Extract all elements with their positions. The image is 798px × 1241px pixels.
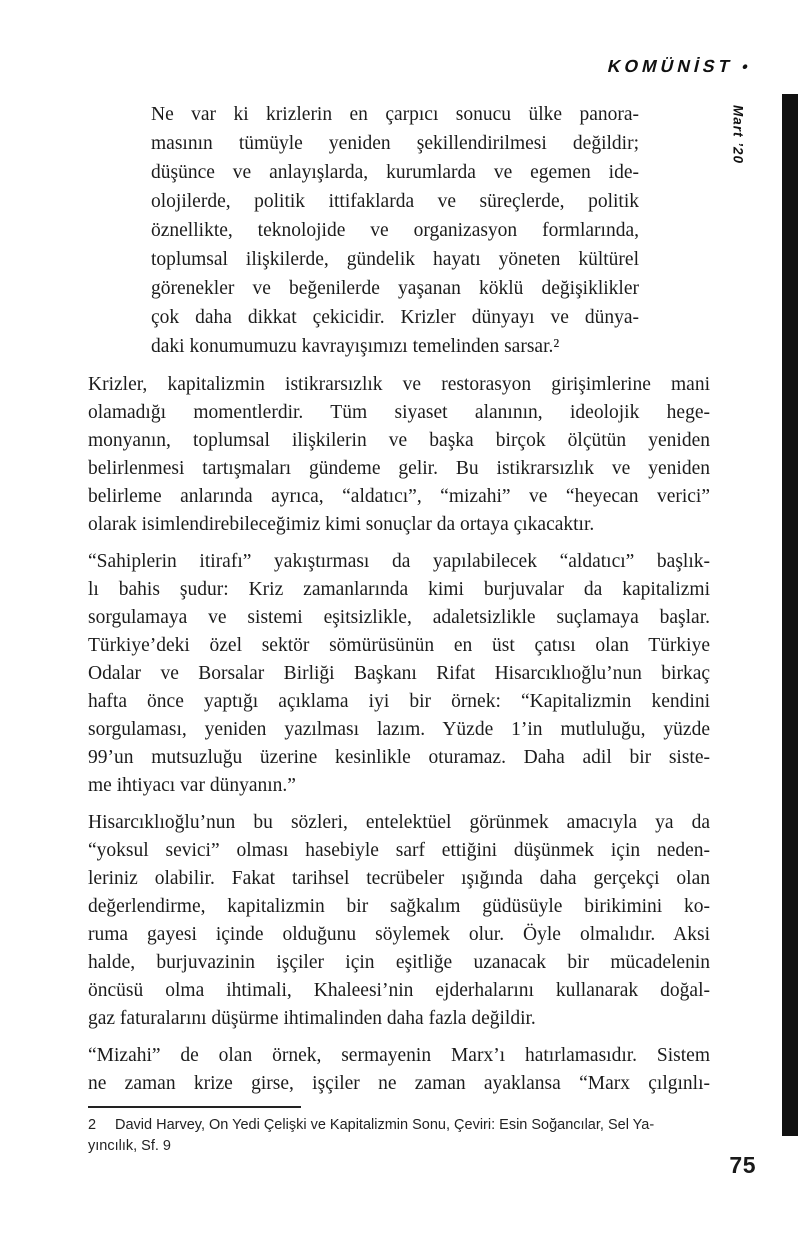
footnote-line: yıncılık, Sf. 9 bbox=[88, 1138, 171, 1154]
text-line: Hisarcıklıoğlu’nun bu sözleri, entelektüel görünmek amacıyla ya da bbox=[88, 812, 710, 833]
text-line: öncüsü olma ihtimali, Khaleesi’nin ejderhalarını kullanarak doğal- bbox=[88, 980, 710, 1001]
text-line: hafta önce yaptığı açıklama iyi bir örnek: “Kapitalizmin kendini bbox=[88, 691, 710, 712]
text-line: belirleme anlarında ayrıca, “aldatıcı”, “mizahi” ve “heyecan verici” bbox=[88, 486, 710, 507]
text-line: halde, burjuvazinin işçiler için eşitliğe uzanacak bir mücadelenin bbox=[88, 952, 710, 973]
text-line: “yoksul sevici” olması hasebiyle sarf ettiğini düşünmek için neden- bbox=[88, 840, 710, 861]
text-line: Odalar ve Borsalar Birliği Başkanı Rifat Hisarcıklıoğlu’nun birkaç bbox=[88, 663, 710, 684]
text-line: düşünce ve anlayışlarda, kurumlarda ve egemen ide- bbox=[151, 162, 639, 183]
bullet-icon: • bbox=[740, 59, 750, 76]
footnote-text: David Harvey, On Yedi Çelişki ve Kapitalizmin Sonu, Çeviri: Esin Soğancılar, Sel Ya- bbox=[115, 1117, 655, 1133]
footnote-line bbox=[88, 1115, 710, 1136]
text-line: olamadığı momentlerdir. Tüm siyaset alanının, ideolojik hege- bbox=[88, 402, 710, 423]
text-line: “Mizahi” de olan örnek, sermayenin Marx’ı hatırlamasıdır. Sistem bbox=[88, 1045, 710, 1066]
text-line: Ne var ki krizlerin en çarpıcı sonucu ülke panora- bbox=[151, 104, 639, 125]
paragraph-1 bbox=[88, 371, 710, 539]
page-number: 75 bbox=[729, 1152, 756, 1178]
text-line: Krizler, kapitalizmin istikrarsızlık ve restorasyon girişimlerine mani bbox=[88, 374, 710, 395]
text-line: olarak isimlendirebileceğimiz kimi sonuçlar da ortaya çıkacaktır. bbox=[88, 514, 595, 535]
text-line: toplumsal ilişkilerde, gündelik hayatı yöneten kültürel bbox=[151, 249, 639, 270]
magazine-title: KOMÜNİST bbox=[605, 56, 736, 76]
footnote bbox=[88, 1106, 710, 1157]
text-line: me ihtiyacı var dünyanın.” bbox=[88, 775, 296, 796]
issue-date-label: Mart ’20 bbox=[730, 104, 746, 165]
footnote-divider bbox=[88, 1106, 301, 1108]
text-line: sorgulamaya ve sistemi eşitsizlikle, adaletsizlikle suçlamaya başlar. bbox=[88, 607, 710, 628]
paragraph-2 bbox=[88, 548, 710, 800]
text-line: sorgulaması, yeniden yazılması lazım. Yüzde 1’in mutluluğu, yüzde bbox=[88, 719, 710, 740]
text-line: leriniz olabilir. Fakat tarihsel tecrübeler ışığında daha gerçekçi olan bbox=[88, 868, 710, 889]
text-line: daki konumumuzu kavrayışımızı temelinden sarsar.² bbox=[151, 336, 560, 357]
text-line: değerlendirme, kapitalizmin bir sağkalım güdüsüyle birikimini ko- bbox=[88, 896, 710, 917]
paragraph-4 bbox=[88, 1042, 710, 1098]
text-line: gaz faturalarını düşürme ihtimalinden daha fazla değildir. bbox=[88, 1008, 536, 1029]
blockquote bbox=[151, 100, 639, 361]
text-line: olojilerde, politik ittifaklarda ve süreçlerde, politik bbox=[151, 191, 639, 212]
text-line: ruma gayesi içinde olduğunu söylemek olur. Öyle olmalıdır. Aksi bbox=[88, 924, 710, 945]
masthead bbox=[606, 56, 751, 77]
text-column bbox=[88, 100, 710, 1157]
text-line: monyanın, toplumsal ilişkilerin ve başka birçok ölçütün yeniden bbox=[88, 430, 710, 451]
text-line: masının tümüyle yeniden şekillendirilmesi değildir; bbox=[151, 133, 639, 154]
text-line: lı bahis şudur: Kriz zamanlarında kimi burjuvalar da kapitalizmi bbox=[88, 579, 710, 600]
page-edge-bar bbox=[782, 94, 798, 1136]
text-line: belirlenmesi tartışmaları gündeme gelir. Bu istikrarsızlık ve yeniden bbox=[88, 458, 710, 479]
text-line: “Sahiplerin itirafı” yakıştırması da yapılabilecek “aldatıcı” başlık- bbox=[88, 551, 710, 572]
text-line: görenekler ve beğenilerde yaşanan köklü değişiklikler bbox=[151, 278, 639, 299]
text-line: ne zaman krize girse, işçiler ne zaman ayaklansa “Marx çılgınlı- bbox=[88, 1073, 710, 1094]
text-line: 99’un mutsuzluğu üzerine kesinlikle oturamaz. Daha adil bir siste- bbox=[88, 747, 710, 768]
text-line: çok daha dikkat çekicidir. Krizler dünyayı ve dünya- bbox=[151, 307, 639, 328]
paragraph-3 bbox=[88, 809, 710, 1033]
text-line: öznellikte, teknolojide ve organizasyon formlarında, bbox=[151, 220, 639, 241]
text-line: Türkiye’deki özel sektör sömürüsünün en üst çatısı olan Türkiye bbox=[88, 635, 710, 656]
footnote-marker: 2 bbox=[88, 1117, 97, 1133]
